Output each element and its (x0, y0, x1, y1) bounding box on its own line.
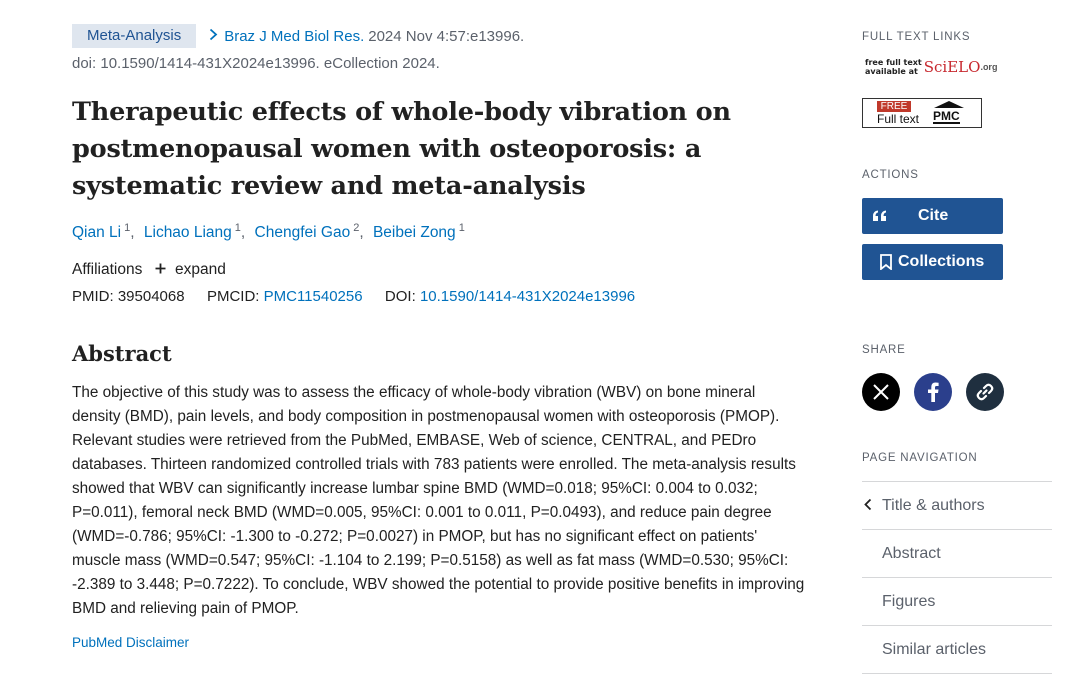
article-title: Therapeutic effects of whole-body vibration on postmenopausal women with osteoporosis: a systematic review and meta-analysis (72, 97, 731, 201)
nav-item-similar-articles[interactable] (862, 626, 1052, 674)
author-link[interactable]: Chengfei Gao (254, 224, 351, 241)
author-affiliation-number[interactable]: 1 (124, 222, 131, 234)
scielo-org: .org (980, 62, 998, 72)
pmcid-label: PMCID: (206, 288, 260, 305)
abstract-text: The objective of this study was to assess the efficacy of whole-body vibration (WBV) on bone mineral density (BMD), pain levels, and body composition in postmenopausal women with osteoporosis (PMOP). Relevant studies were retrieved from the PubMed, EMBASE, Web of science, CENTRAL, and PEDro databases. Thirteen randomized controlled trials with 783 patients were enrolled. The meta-analysis results showed that WBV can significantly increase lumbar spine BMD (WMD=0.018; 95%CI: 0.004 to 0.032; P=0.011), femoral neck BMD (WMD=0.005, 95%CI: 0.001 to 0.011, P=0.0493), and reduce pain degree (WMD=-0.786; 95%CI: -1.300 to -0.272; P=0.0027) in PMOP, but has no significant effect on patients' muscle mass (WMD=0.547; 95%CI: -1.104 to 2.199; P=0.5158) as well as fat mass (WMD=0.530; 95%CI: -2.389 to 3.448; P=0.7222). To conclude, WBV showed the potential to provide positive benefits in improving BMD and relieving pain of PMOP. (72, 384, 805, 617)
scielo-logo: SciELO (923, 58, 981, 76)
pmc-full-text-link[interactable] (862, 98, 982, 128)
pubmed-disclaimer-link[interactable]: PubMed Disclaimer (72, 635, 190, 650)
author-affiliation-number[interactable]: 1 (234, 222, 241, 234)
affiliations-toggle[interactable] (72, 261, 226, 279)
actions-heading: ACTIONS (862, 169, 919, 181)
nav-item-label: Figures (882, 592, 936, 610)
collections-button[interactable] (862, 244, 1003, 280)
journal-link[interactable]: Braz J Med Biol Res. (224, 27, 365, 45)
page-navigation-list (862, 481, 1052, 674)
nav-item-label: Title & authors (882, 496, 985, 514)
x-icon[interactable] (862, 373, 900, 411)
author-affiliation-number[interactable]: 1 (458, 222, 465, 234)
cite-button[interactable] (862, 198, 1003, 234)
page-navigation-heading: PAGE NAVIGATION (862, 452, 978, 464)
facebook-icon[interactable] (914, 373, 952, 411)
author-link[interactable]: Lichao Liang (143, 224, 232, 241)
nav-item-abstract[interactable] (862, 530, 1052, 578)
expand-label: expand (175, 261, 226, 278)
bookmark-icon (874, 254, 898, 270)
doi-line: doi: 10.1590/1414-431X2024e13996. eCollection 2024. (72, 55, 440, 72)
full-text-label: Full text (877, 111, 920, 126)
collections-label: Collections (898, 253, 985, 270)
author-link[interactable]: Qian Li (72, 224, 122, 241)
affiliations-label: Affiliations (72, 261, 143, 278)
nav-item-label: Abstract (882, 544, 941, 562)
scielo-text (865, 58, 922, 76)
free-full-text-label (877, 101, 919, 126)
nav-item-label: Similar articles (882, 640, 987, 658)
doi-label: DOI: (384, 288, 416, 305)
doi-link[interactable]: 10.1590/1414-431X2024e13996 (419, 288, 636, 305)
free-badge: FREE (877, 101, 911, 112)
cite-label: Cite (918, 207, 949, 224)
plus-icon (155, 261, 170, 278)
author-separator: , (359, 224, 364, 241)
authors-list (72, 222, 465, 242)
share-heading: SHARE (862, 344, 906, 356)
citation-row (72, 24, 524, 48)
pmc-logo-icon (933, 101, 965, 125)
chevron-left-icon (864, 498, 872, 516)
quote-icon (862, 210, 898, 222)
scielo-line1: free full text (865, 58, 922, 67)
article-type-badge: Meta-Analysis (72, 24, 196, 48)
pmid-label: PMID: (72, 288, 114, 305)
full-text-links-heading: FULL TEXT LINKS (862, 31, 971, 43)
scielo-line2: available at (865, 67, 918, 76)
chevron-right-icon (209, 28, 218, 45)
link-icon[interactable] (966, 373, 1004, 411)
share-buttons (862, 373, 1018, 411)
author-affiliation-number[interactable]: 2 (353, 222, 360, 234)
pmcid-link[interactable]: PMC11540256 (263, 288, 363, 305)
nav-item-figures[interactable] (862, 578, 1052, 626)
nav-item-title-authors[interactable] (862, 482, 1052, 530)
citation-date: 2024 Nov 4:57:e13996. (368, 27, 525, 45)
pmid-value: 39504068 (117, 288, 185, 305)
author-separator: , (240, 224, 246, 241)
abstract-heading: Abstract (72, 341, 172, 366)
author-link[interactable]: Beibei Zong (372, 224, 456, 241)
author-separator: , (130, 224, 135, 241)
scielo-full-text-link[interactable] (865, 58, 997, 76)
pmc-logo-text: PMC (933, 109, 960, 123)
identifiers-row (72, 288, 635, 305)
